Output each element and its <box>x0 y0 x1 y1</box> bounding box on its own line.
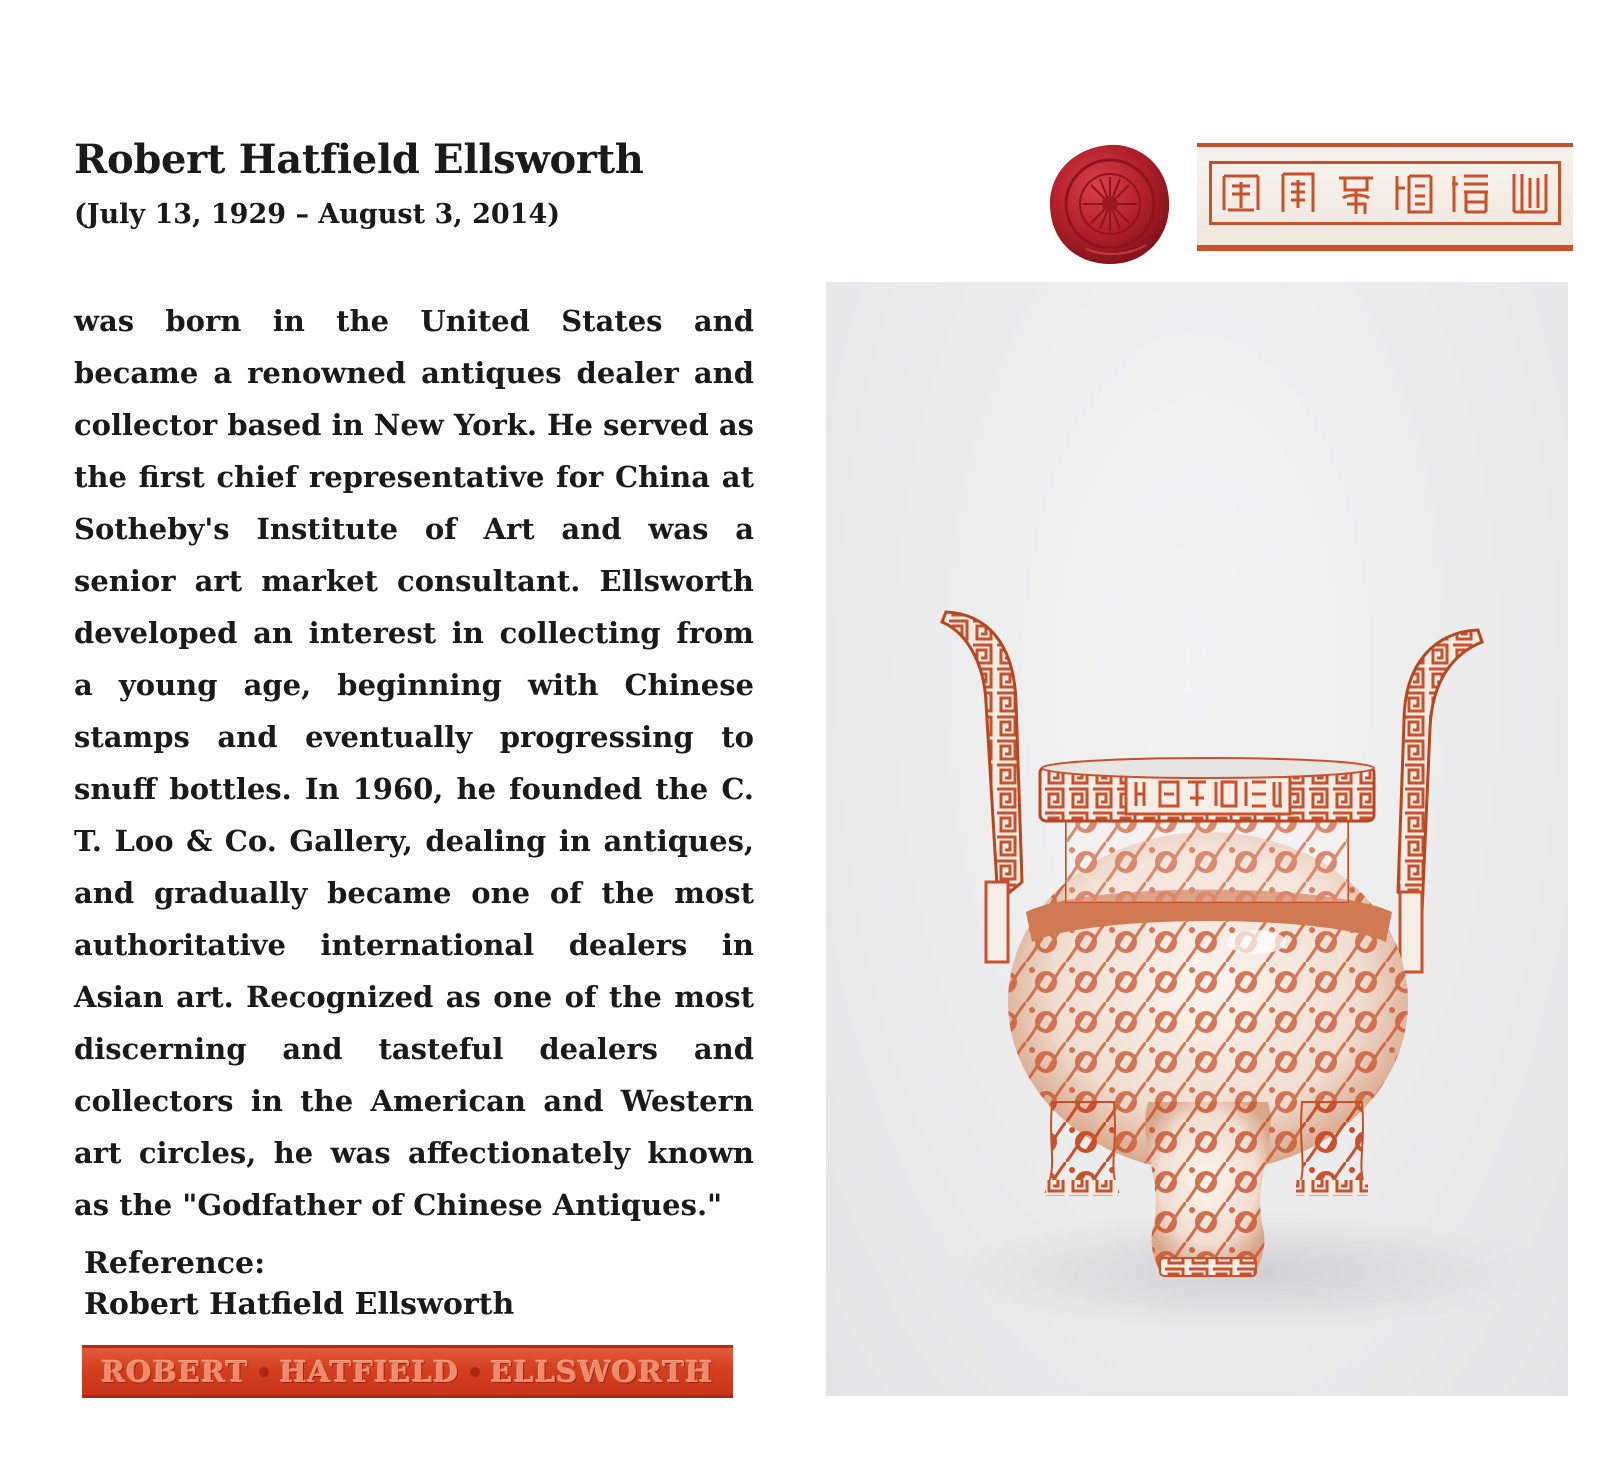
stamp-word-1: ROBERT <box>101 1354 249 1389</box>
reign-mark-panel <box>1197 143 1573 251</box>
reference-label: Reference: <box>84 1246 266 1281</box>
stamp-separator <box>259 1367 269 1377</box>
six-character-seal-mark-icon <box>1209 161 1561 225</box>
biography-text: was born in the United States and became a renowned antiques dealer and collector based in New York. He served as the first chief representative for China at Sotheby's Institute of Art and was a senior art market consultant. Ellsworth developed an interest in collecting from a young age, beginning with Chinese stamps and eventually progressing to snuff bottles. In 1960, he founded the C. T. Loo & Co. Gallery, dealing in antiques, and gradually became one of the most authoritative international dealers in Asian art. Recognized as one of the most discerning and tasteful dealers and collectors in the American and Western art circles, he was affectionately known as the "Godfather of Chinese Antiques." <box>74 304 754 1222</box>
seal-character-icon <box>1275 168 1321 218</box>
reference-name: Robert Hatfield Ellsworth <box>84 1287 515 1322</box>
seal-character-icon <box>1218 168 1264 218</box>
page-title: Robert Hatfield Ellsworth <box>74 136 644 183</box>
seal-character-icon <box>1391 168 1437 218</box>
reference-block <box>84 1243 514 1325</box>
wax-seal-icon <box>1046 141 1173 268</box>
name-stamp-impression <box>82 1345 733 1398</box>
censer-photo <box>826 282 1568 1396</box>
life-dates: (July 13, 1929 – August 3, 2014) <box>74 199 561 230</box>
seal-character-icon <box>1333 168 1379 218</box>
stamp-separator <box>470 1367 480 1377</box>
seal-character-icon <box>1506 168 1552 218</box>
censer-icon <box>826 282 1568 1396</box>
stamp-word-2: HATFIELD <box>279 1354 460 1389</box>
seal-character-icon <box>1448 168 1494 218</box>
stamp-word-3: ELLSWORTH <box>490 1354 714 1389</box>
